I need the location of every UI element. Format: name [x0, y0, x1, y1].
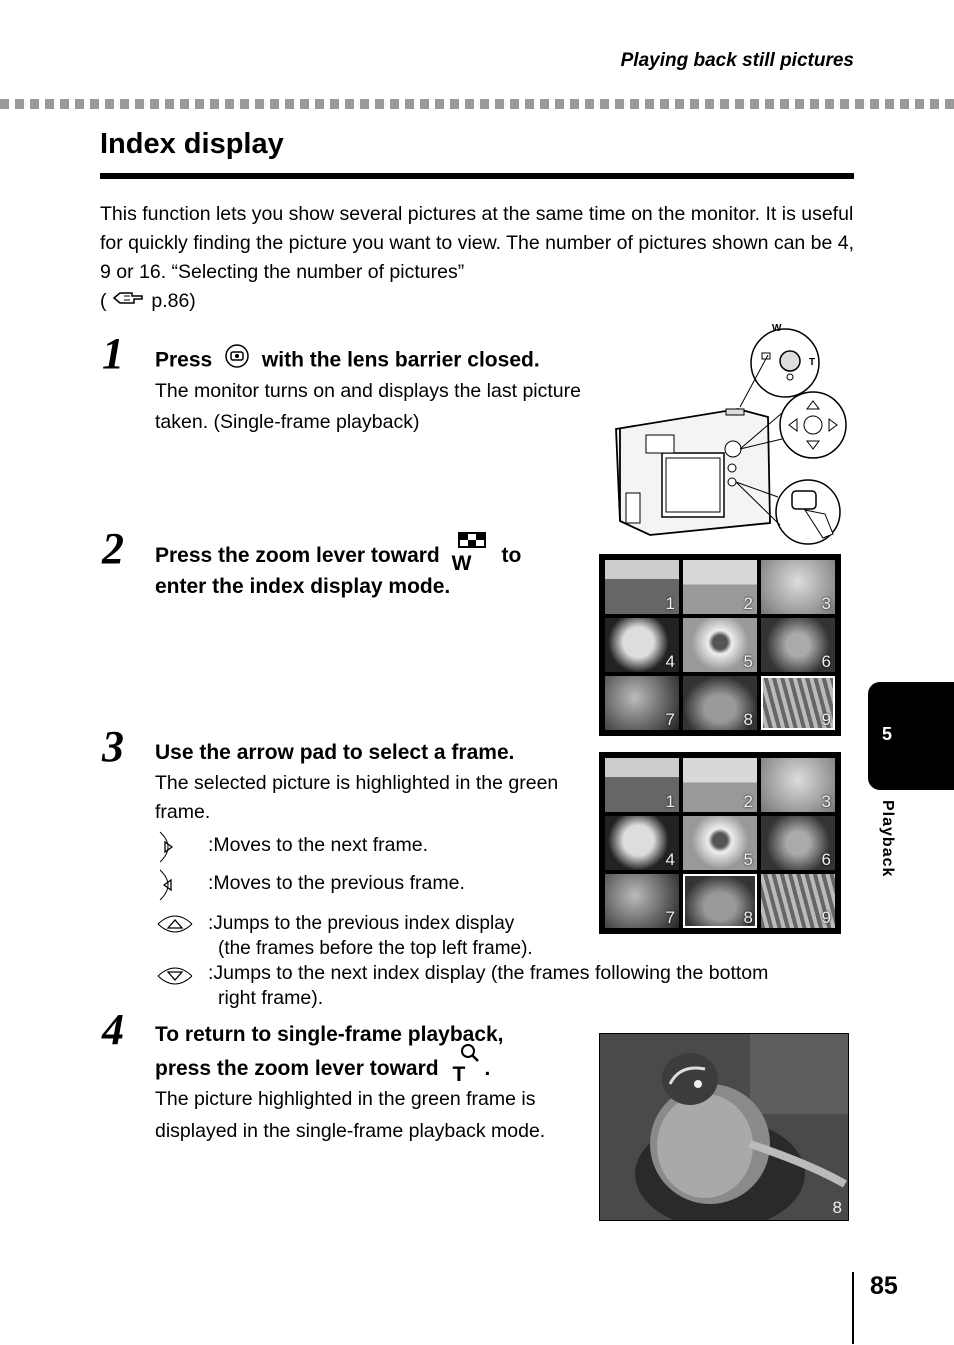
item-next-frame — [208, 830, 428, 861]
chapter-tab — [868, 682, 954, 790]
step-1-number: 1 — [102, 329, 124, 378]
item-previous-text: Moves to the previous frame. — [213, 872, 465, 894]
camera-illustration — [610, 325, 850, 545]
intro-text: This function lets you show several pictures at the same time on the monitor. It is useful for quickly finding the picture you want to view. The number of pictures shown can be 4, 9 or 16. “Selecting the number of pictures” — [100, 203, 855, 283]
sep: : — [208, 913, 214, 934]
index-display-grid-selected — [599, 752, 841, 934]
thumbnail-8-selected: 8 — [683, 874, 757, 928]
running-header: Playing back still pictures — [620, 50, 854, 71]
step-1-heading — [155, 343, 540, 379]
item-next-index-text2: right frame). — [218, 987, 324, 1009]
reference-hand-icon — [112, 287, 146, 316]
down-arrow-icon — [156, 964, 194, 993]
playback-button-icon — [224, 343, 250, 379]
thumbnail-5: 5 — [683, 816, 757, 870]
camera-label-w: W — [772, 323, 782, 334]
step-3-body: The selected picture is highlighted in the green frame. — [155, 772, 559, 823]
item-previous-frame — [208, 868, 465, 899]
item-next-text: Moves to the next frame. — [213, 834, 429, 856]
section-title: Index display — [100, 128, 284, 160]
step-4-head-c: . — [484, 1057, 491, 1080]
zoom-w-letter: W — [451, 552, 472, 575]
step-2-head-a: Press the zoom lever toward — [155, 544, 440, 567]
thumbnail-3: 3 — [761, 560, 835, 614]
step-4-number: 4 — [102, 1005, 124, 1054]
step-1-body: The monitor turns on and displays the last picture taken. (Single-frame playback) — [155, 380, 581, 433]
title-rule — [100, 173, 854, 179]
sep: : — [208, 962, 214, 984]
sep: : — [208, 834, 214, 856]
item-next-index-text: Jumps to the next index display (the frames following the bottom — [213, 962, 769, 984]
sep: : — [208, 872, 214, 894]
item-previous-index — [208, 911, 533, 961]
right-arrow-icon — [156, 830, 180, 869]
ref-open: ( — [100, 290, 107, 312]
camera-label-t: T — [809, 357, 816, 368]
index-display-grid — [599, 554, 841, 736]
step-4-heading-line2 — [155, 1051, 490, 1085]
thumbnail-7: 7 — [605, 676, 679, 730]
page-number: 85 — [870, 1272, 898, 1300]
thumbnail-2: 2 — [683, 560, 757, 614]
thumbnail-9-selected: 9 — [761, 676, 835, 730]
left-arrow-icon — [156, 868, 180, 907]
dotted-divider — [0, 99, 954, 109]
zoom-tele-icon — [450, 1051, 484, 1086]
up-arrow-icon — [156, 912, 194, 941]
thumbnail-6: 6 — [761, 816, 835, 870]
step-3-number: 3 — [102, 722, 124, 771]
step-4-body: The picture highlighted in the green frame is displayed in the single-frame playback mode. — [155, 1088, 546, 1142]
page-number-rule — [852, 1272, 854, 1344]
chapter-label-text: Playback — [879, 800, 896, 878]
step-1-head-a: Press — [155, 348, 213, 372]
step-4-head-b: press the zoom lever toward — [155, 1057, 439, 1080]
chapter-label — [868, 800, 908, 890]
step-3-heading: Use the arrow pad to select a frame. — [155, 741, 515, 764]
chapter-number: 5 — [882, 724, 893, 744]
step-2-head-b: to — [501, 544, 522, 567]
thumbnail-8: 8 — [683, 676, 757, 730]
reference-page: p.86) — [151, 290, 196, 312]
item-next-index — [208, 961, 768, 1011]
thumbnail-1: 1 — [605, 758, 679, 812]
intro-paragraph — [100, 200, 860, 316]
thumbnail-6: 6 — [761, 618, 835, 672]
step-2-number: 2 — [102, 524, 124, 573]
zoom-t-letter: T — [452, 1063, 466, 1086]
thumbnail-9: 9 — [761, 874, 835, 928]
thumbnail-4: 4 — [605, 816, 679, 870]
thumbnail-4: 4 — [605, 618, 679, 672]
step-1-head-b: with the lens barrier closed. — [261, 348, 540, 372]
thumbnail-7: 7 — [605, 874, 679, 928]
thumbnail-5: 5 — [683, 618, 757, 672]
thumbnail-2: 2 — [683, 758, 757, 812]
step-2-heading-line2: enter the index display mode. — [155, 575, 451, 598]
item-previous-index-text: Jumps to the previous index display — [213, 913, 515, 934]
frame-number: 8 — [832, 1198, 842, 1217]
step-4-heading-line1: To return to single-frame playback, — [155, 1023, 504, 1046]
single-frame-picture — [599, 1033, 849, 1221]
zoom-wide-icon — [450, 538, 492, 575]
step-2-heading — [155, 538, 522, 575]
thumbnail-3: 3 — [761, 758, 835, 812]
thumbnail-1: 1 — [605, 560, 679, 614]
item-previous-index-text2: (the frames before the top left frame). — [218, 938, 533, 959]
